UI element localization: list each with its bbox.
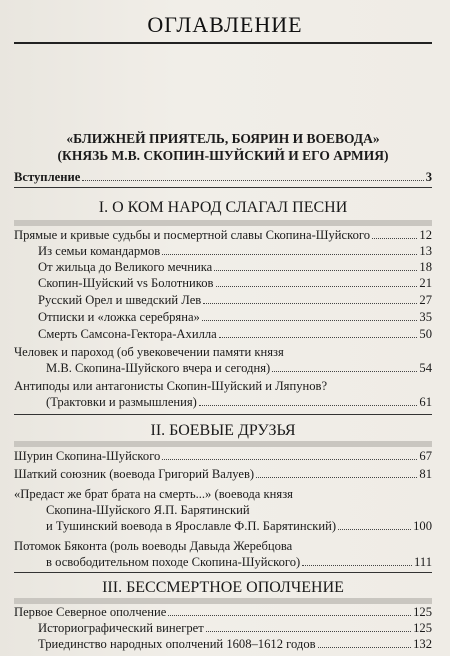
toc-entry[interactable]: От жильца до Великого мечника 18 xyxy=(38,260,432,274)
section-rule xyxy=(14,414,432,415)
toc-entry[interactable]: Шурин Скопина-Шуйского 67 xyxy=(14,449,432,463)
section-band-1 xyxy=(14,220,432,226)
toc-entry-page: 3 xyxy=(425,170,432,184)
toc-entry[interactable]: Триединство народных ополчений 1608–1612 годов 132 xyxy=(38,637,432,651)
toc-entry[interactable]: Русский Орел и шведский Лев 27 xyxy=(38,293,432,307)
toc-entry-intro[interactable] xyxy=(14,169,432,185)
toc-entry[interactable]: «Предаст же брат брата на смерть...» (воевода князя Скопина-Шуйского Я.П. Барятинский и Тушинский воевода в Ярославле Ф.П. Барятинский) 100 xyxy=(14,487,432,533)
section-title-3: III. БЕССМЕРТНОЕ ОПОЛЧЕНИЕ xyxy=(102,579,344,596)
toc-entry[interactable]: Прямые и кривые судьбы и посмертной славы Скопина-Шуйского 12 xyxy=(14,228,432,242)
title-rule xyxy=(14,42,432,44)
toc-entry[interactable]: Отписки и «ложка серебряна» 35 xyxy=(38,310,432,324)
toc-entry[interactable]: Скопин-Шуйский vs Болотников 21 xyxy=(38,276,432,290)
section-title-2: II. БОЕВЫЕ ДРУЗЬЯ xyxy=(150,422,296,439)
toc-entry[interactable]: Потомок Бяконта (роль воеводы Давыда Жеребцова в освободительном походе Скопина-Шуйского) 111 xyxy=(14,539,432,569)
toc-entry[interactable]: Шаткий союзник (воевода Григорий Валуев) 81 xyxy=(14,467,432,481)
part-title-line-1: «БЛИЖНЕЙ ПРИЯТЕЛЬ, БОЯРИН И ВОЕВОДА» xyxy=(66,131,380,146)
page-title: ОГЛАВЛЕНИЕ xyxy=(147,12,303,37)
toc-entry[interactable]: Историографический винегрет 125 xyxy=(38,621,432,635)
toc-entry-label: Вступление xyxy=(14,170,81,184)
part-title-line-2: (КНЯЗЬ М.В. СКОПИН-ШУЙСКИЙ И ЕГО АРМИЯ) xyxy=(57,148,389,163)
section-title-1: I. О КОМ НАРОД СЛАГАЛ ПЕСНИ xyxy=(98,199,348,216)
toc-entry[interactable]: Человек и пароход (об увековечении памяти князя М.В. Скопина-Шуйского вчера и сегодня) 54 xyxy=(14,345,432,375)
section-band-2 xyxy=(14,441,432,447)
toc-entry[interactable]: Из семьи командармов 13 xyxy=(38,244,432,258)
toc-entry[interactable]: Первое Северное ополчение 125 xyxy=(14,605,432,619)
section-rule xyxy=(14,572,432,573)
part-title xyxy=(14,130,432,164)
toc-entry[interactable]: Смерть Самсона-Гектора-Ахилла 50 xyxy=(38,327,432,341)
toc-entry[interactable]: Антиподы или антагонисты Скопин-Шуйский и Ляпунов? (Трактовки и размышления) 61 xyxy=(14,379,432,409)
section-rule xyxy=(14,187,432,188)
